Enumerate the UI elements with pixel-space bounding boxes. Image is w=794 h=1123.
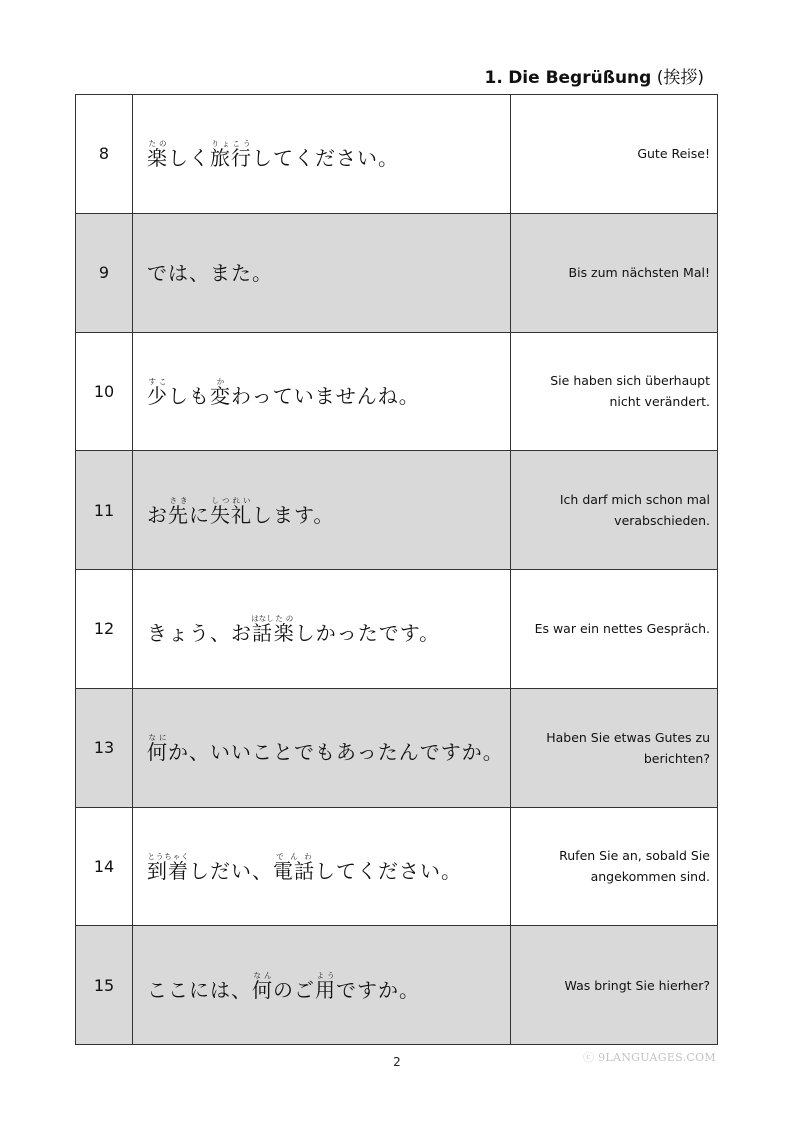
japanese-text: では、また。 [147, 260, 273, 285]
kanji-base: 失礼 [210, 502, 252, 527]
japanese-text: しだい、 [189, 858, 273, 883]
japanese-text: のご [273, 977, 315, 1002]
kanji-base: 少 [147, 383, 168, 408]
japanese-phrase [133, 688, 511, 807]
row-number: 12 [76, 570, 133, 689]
japanese-text: わっていませんね。 [231, 383, 420, 408]
table-row [76, 807, 718, 926]
kanji-base: 楽 [147, 146, 168, 171]
page-heading [484, 63, 704, 88]
row-number: 11 [76, 451, 133, 570]
kanji-base: 旅行 [210, 146, 252, 171]
japanese-phrase [133, 570, 511, 689]
japanese-text: ここには、 [147, 977, 252, 1002]
furigana-reading: はなし [251, 614, 274, 624]
row-number: 10 [76, 332, 133, 451]
japanese-phrase [133, 807, 511, 926]
furigana-reading: とうちゃく [147, 851, 189, 861]
kanji-base: 用 [315, 977, 336, 1002]
phrase-table-body [76, 95, 718, 1045]
furigana-word [273, 614, 295, 646]
furigana-reading: でんわ [273, 851, 315, 861]
heading-number: 1. [484, 68, 503, 88]
german-translation: Rufen Sie an, sobald Sie angekommen sind. [511, 807, 718, 926]
furigana-word [210, 139, 252, 171]
row-number: 13 [76, 688, 133, 807]
japanese-phrase [133, 926, 511, 1045]
japanese-text: してください。 [252, 146, 399, 171]
german-translation: Es war ein nettes Gespräch. [511, 570, 718, 689]
german-translation: Bis zum nächsten Mal! [511, 213, 718, 332]
table-row [76, 688, 718, 807]
japanese-text: に [189, 502, 210, 527]
furigana-word [251, 614, 274, 646]
table-row [76, 926, 718, 1045]
table-row [76, 451, 718, 570]
furigana-word [210, 376, 231, 408]
page-number: 2 [393, 1055, 401, 1069]
row-number: 9 [76, 213, 133, 332]
furigana-word [210, 495, 252, 527]
furigana-reading: りょこう [210, 139, 252, 149]
furigana-reading: たの [147, 139, 168, 149]
furigana-word [147, 733, 168, 765]
furigana-word [168, 495, 189, 527]
furigana-word [147, 376, 168, 408]
furigana-word [315, 970, 336, 1002]
row-number: 8 [76, 95, 133, 214]
kanji-base: 話 [251, 621, 274, 646]
table-row [76, 95, 718, 214]
furigana-reading: なに [147, 733, 168, 743]
kanji-base: 何 [147, 740, 168, 765]
japanese-phrase [133, 95, 511, 214]
kanji-base: 到着 [147, 858, 189, 883]
japanese-text: します。 [252, 502, 335, 527]
furigana-reading: すこ [147, 376, 168, 386]
kanji-base: 何 [252, 977, 273, 1002]
japanese-text: しかったです。 [294, 621, 441, 646]
kanji-base: 変 [210, 383, 231, 408]
row-number: 15 [76, 926, 133, 1045]
german-translation: Sie haben sich überhaupt nicht verändert. [511, 332, 718, 451]
kanji-base: 楽 [273, 621, 295, 646]
row-number: 14 [76, 807, 133, 926]
table-row [76, 570, 718, 689]
german-translation: Was bringt Sie hierher? [511, 926, 718, 1045]
japanese-text: か、いいことでもあったんですか。 [168, 740, 504, 765]
furigana-word [252, 970, 273, 1002]
japanese-phrase [133, 332, 511, 451]
german-translation: Haben Sie etwas Gutes zu berichten? [511, 688, 718, 807]
furigana-reading: なん [252, 970, 273, 980]
furigana-word [273, 851, 315, 883]
german-translation: Ich darf mich schon mal verabschieden. [511, 451, 718, 570]
furigana-reading: しつれい [210, 495, 252, 505]
kanji-base: 電話 [273, 858, 315, 883]
table-row [76, 332, 718, 451]
japanese-text: してください。 [315, 858, 462, 883]
furigana-reading: たの [273, 614, 295, 624]
furigana-reading: か [210, 376, 231, 386]
japanese-phrase [133, 451, 511, 570]
furigana-reading: よう [315, 970, 336, 980]
furigana-reading: さき [168, 495, 189, 505]
table-row [76, 213, 718, 332]
japanese-text: きょう、お [147, 621, 252, 646]
german-translation: Gute Reise! [511, 95, 718, 214]
heading-title: Die Begrüßung [508, 68, 652, 88]
heading-title-japanese: (挨拶) [656, 68, 704, 88]
japanese-phrase [133, 213, 511, 332]
japanese-text: ですか。 [336, 977, 420, 1002]
kanji-base: 先 [168, 502, 189, 527]
copyright-notice: ⓒ 9LANGUAGES.COM [583, 1051, 716, 1064]
furigana-word [147, 851, 189, 883]
furigana-word [147, 139, 168, 171]
japanese-text: しく [168, 146, 210, 171]
phrase-table [75, 94, 718, 1045]
japanese-text: お [147, 502, 168, 527]
japanese-text: しも [168, 383, 210, 408]
